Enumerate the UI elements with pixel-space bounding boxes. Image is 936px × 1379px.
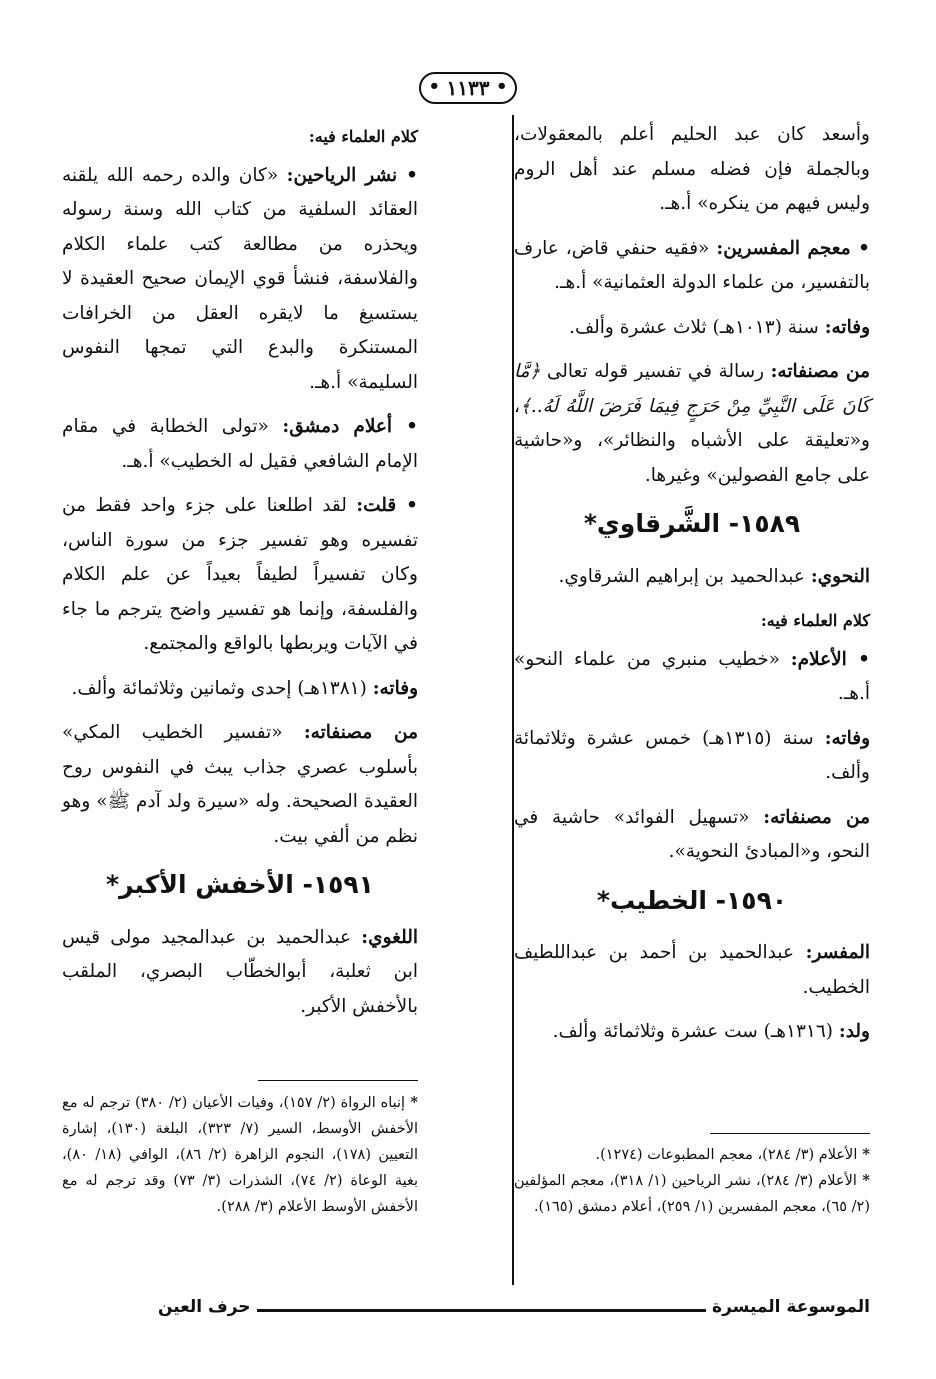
paragraph-lead: من مصنفاته:: [770, 361, 871, 382]
paragraph-lead: أعلام دمشق:: [282, 416, 393, 437]
right-footnotes: [514, 1142, 870, 1220]
paragraph-lead: نشر الرياحين:: [286, 164, 398, 186]
right-column: [514, 118, 870, 1060]
paragraph: [62, 716, 418, 854]
paragraph: [514, 643, 870, 712]
paragraph: وأسعد كان عبد الحليم أعلم بالمعقولات، وبالجملة فإن فضله مسلم عند أهل الروم وليس فيهم من ينكره» أ.هـ.: [514, 124, 870, 214]
footer-book-title: الموسوعة الميسرة: [712, 1297, 870, 1317]
paragraph: [514, 311, 870, 346]
left-column: [62, 118, 418, 1034]
paragraph-text: عبدالحميد بن عبدالمجيد مولى قيس ابن ثعلبة، أبوالخطّاب البصري، الملقب بالأخفش الأكبر.: [62, 926, 418, 1017]
section-label: كلام العلماء فيه:: [760, 611, 870, 630]
paragraph-text: سنة (١٣١٥هـ) خمس عشرة وثلاثمائة وألف.: [514, 727, 870, 783]
paragraph: [514, 936, 870, 1005]
page-footer: [158, 1293, 870, 1317]
footer-section: حرف العين: [158, 1297, 251, 1317]
paragraph: [514, 232, 870, 301]
paragraph-lead: ولد:: [838, 1021, 870, 1042]
entry-title: ١٥٩١- الأخفش الأكبر*: [106, 870, 374, 899]
paragraph-text: «تسهيل الفوائد» حاشية في النحو، و«المبادئ النحوية».: [514, 806, 870, 862]
paragraph: [514, 722, 870, 791]
paragraph-lead: المفسر:: [805, 942, 870, 963]
paragraph: [62, 672, 418, 707]
entry-title: ١٥٩٠- الخطيب*: [596, 885, 788, 915]
paragraph-text: «فقيه حنفي قاض، عارف بالتفسير، من علماء الدولة العثمانية» أ.هـ.: [514, 237, 870, 293]
page-number: • ١١٣٣ •: [419, 72, 518, 104]
footnote-rule: [258, 1080, 418, 1081]
left-footnotes: [62, 1090, 418, 1220]
paragraph-lead: من مصنفاته:: [303, 722, 419, 743]
footnote: * الأعلام (٣/ ٢٨٤)، معجم المطبوعات (١٢٧٤).: [514, 1142, 870, 1168]
footnote-rule: [710, 1133, 870, 1134]
paragraph-lead: وفاته:: [824, 727, 870, 749]
paragraph-text: ، و«تعليقة على الأشباه والنظائر»، و«حاشية على جامع الفصولين» وغيرها.: [514, 395, 870, 486]
paragraph-text: (١٣٨١هـ) إحدى وثمانين وثلاثمائة وألف.: [71, 677, 367, 699]
paragraph-text: «كان والده رحمه الله يلقنه العقائد السلفية من كتاب الله وسنة رسوله ويحذره من مطالعة كتب علماء الكلام والفلاسفة، فنشأ قوي الإيمان صحيح العقيدة لا يستسيغ ما لايقره العقل من الخرافات المستنكرة والبدع التي تمجها النفوس السليمة» أ.هـ.: [62, 164, 418, 393]
paragraph-text: سنة (١٠١٣هـ) ثلاث عشرة وألف.: [569, 316, 819, 338]
paragraph-text: عبدالحميد بن أحمد بن عبداللطيف الخطيب.: [514, 942, 870, 998]
paragraph-text: «خطيب منبري من علماء النحو» أ.هـ.: [514, 648, 870, 704]
paragraph: [62, 921, 418, 1025]
paragraph-lead: وفاته:: [824, 316, 870, 338]
section-label: كلام العلماء فيه:: [308, 127, 418, 146]
paragraph-text: لقد اطلعنا على جزء واحد فقط من تفسيره وهو تفسير جزء من سورة الناس، وكان تفسيراً لطيفاً بعيداً عن علم الكلام والفلسفة، وإنما هو تفسير واضح يترجم ما جاء في الآيات ويربطها بالواقع والمجتمع.: [62, 495, 418, 654]
footer-rule: [257, 1309, 707, 1312]
page-number-header: [0, 70, 936, 106]
paragraph-lead: النحوي:: [810, 565, 870, 587]
paragraph: [62, 410, 418, 479]
paragraph: [514, 801, 870, 870]
paragraph: [514, 560, 870, 595]
paragraph-lead: من مصنفاته:: [763, 806, 870, 828]
paragraph-text: «تفسير الخطيب المكي» بأسلوب عصري جذاب يبث في النفوس روح العقيدة الصحيحة. وله «سيرة ولد آدم ﷺ» وهو نظم من ألفي بيت.: [62, 722, 418, 847]
paragraph: [514, 1015, 870, 1050]
paragraph: [62, 159, 418, 401]
paragraph-lead: معجم المفسرين:: [716, 237, 851, 259]
paragraph: [514, 355, 870, 493]
entry-title: ١٥٨٩- الشَّرقاوي*: [583, 509, 801, 538]
footnote: * الأعلام (٣/ ٢٨٤)، نشر الرياحين (١/ ٣١٨)، معجم المؤلفين (٢/ ٦٥)، معجم المفسرين (١/ ٢٥٩)، أعلام دمشق (١٦٥).: [514, 1168, 870, 1220]
quran-verse: ﴿مَّا كَانَ عَلَى النَّبِيِّ مِنْ حَرَجٍ فِيمَا فَرَضَ اللَّهُ لَهُ..﴾: [514, 361, 870, 417]
paragraph-text: رسالة في تفسير قوله تعالى: [546, 361, 765, 382]
paragraph-text: عبدالحميد بن إبراهيم الشرقاوي.: [558, 565, 805, 587]
footnote: * إنباه الرواة (٢/ ١٥٧)، وفيات الأعيان (٢/ ٣٨٠) ترجم له مع الأخفش الأوسط، السير (٧/ ٣٢٣)، البلغة (١٣٠)، إشارة التعيين (١٧٨)، النجوم الزاهرة (٢/ ٨٦)، الوافي (١٨/ ٨٠)، بغية الوعاة (٢/ ٧٤)، الشذرات (٣/ ٧٣) وقد ترجم له مع الأخفش الأوسط الأعلام (٣/ ٢٨٨).: [62, 1090, 418, 1220]
paragraph-lead: الأعلام:: [790, 648, 847, 670]
paragraph-lead: اللغوي:: [361, 926, 418, 948]
paragraph-text: «تولى الخطابة في مقام الإمام الشافعي فقيل له الخطيب» أ.هـ.: [62, 416, 418, 472]
paragraph-lead: وفاته:: [372, 677, 418, 699]
paragraph: [62, 489, 418, 662]
paragraph-text: (١٣١٦هـ) ست عشرة وثلاثمائة وألف.: [552, 1021, 833, 1042]
paragraph-lead: قلت:: [356, 495, 397, 516]
